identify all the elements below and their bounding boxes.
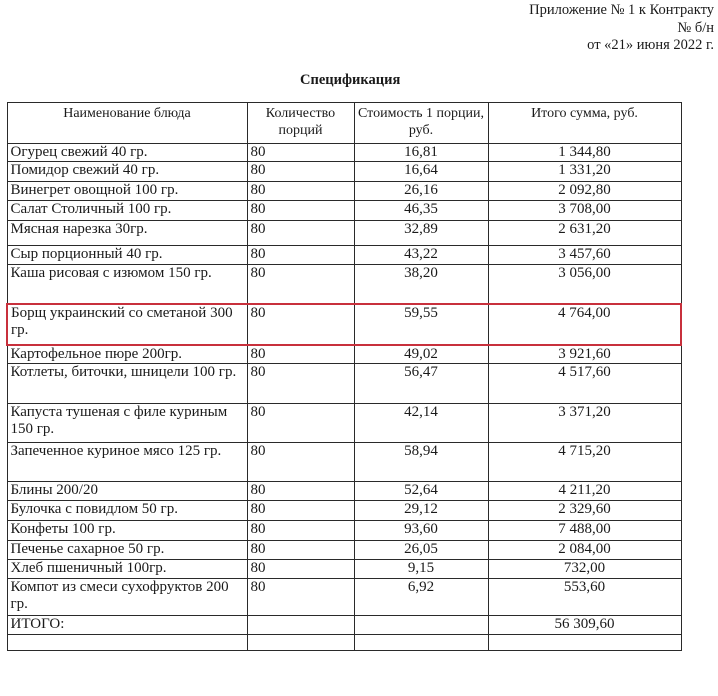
dish-name-cell: Борщ украинский со сметаной 300 гр. [7, 304, 247, 345]
dish-name-cell: Компот из смеси сухофруктов 200 гр. [7, 579, 247, 616]
column-header-unit-price: Стоимость 1 порции, руб. [354, 103, 488, 144]
unit-price-cell: 43,22 [354, 246, 488, 265]
column-header-total: Итого сумма, руб. [488, 103, 681, 144]
quantity-cell: 80 [247, 541, 354, 560]
unit-price-cell: 16,64 [354, 162, 488, 182]
table-row [7, 345, 681, 364]
quantity-cell: 80 [247, 482, 354, 501]
dish-name-cell: Блины 200/20 [7, 482, 247, 501]
column-header-quantity: Количество порций [247, 103, 354, 144]
table-row [7, 404, 681, 443]
quantity-cell: 80 [247, 201, 354, 221]
total-cell: 3 708,00 [488, 201, 681, 221]
unit-price-cell: 38,20 [354, 265, 488, 304]
total-cell: 4 764,00 [488, 304, 681, 345]
document-header [529, 2, 714, 55]
table-row [7, 246, 681, 265]
unit-price-cell: 42,14 [354, 404, 488, 443]
dish-name-cell: Конфеты 100 гр. [7, 521, 247, 541]
table-row [7, 162, 681, 182]
unit-price-cell: 93,60 [354, 521, 488, 541]
unit-price-cell: 26,05 [354, 541, 488, 560]
dish-name-cell: Мясная нарезка 30гр. [7, 221, 247, 246]
unit-price-cell: 58,94 [354, 443, 488, 482]
unit-price-cell: 32,89 [354, 221, 488, 246]
total-cell: 3 921,60 [488, 345, 681, 364]
total-empty-qty [247, 616, 354, 635]
dish-name-cell: Печенье сахарное 50 гр. [7, 541, 247, 560]
total-cell: 3 457,60 [488, 246, 681, 265]
quantity-cell: 80 [247, 182, 354, 201]
quantity-cell: 80 [247, 521, 354, 541]
empty-cell [354, 635, 488, 651]
empty-cell [488, 635, 681, 651]
table-row [7, 579, 681, 616]
empty-cell [247, 635, 354, 651]
total-cell: 2 631,20 [488, 221, 681, 246]
dish-name-cell: Хлеб пшеничный 100гр. [7, 560, 247, 579]
total-cell: 2 084,00 [488, 541, 681, 560]
total-label: ИТОГО: [7, 616, 247, 635]
total-cell: 4 517,60 [488, 364, 681, 404]
quantity-cell: 80 [247, 501, 354, 521]
appendix-line: Приложение № 1 к Контракту [529, 2, 714, 18]
quantity-cell: 80 [247, 246, 354, 265]
quantity-cell: 80 [247, 265, 354, 304]
table-row [7, 560, 681, 579]
quantity-cell: 80 [247, 162, 354, 182]
dish-name-cell: Капуста тушеная с филе куриным 150 гр. [7, 404, 247, 443]
table-row [7, 144, 681, 162]
table-row [7, 182, 681, 201]
dish-name-cell: Запеченное куриное мясо 125 гр. [7, 443, 247, 482]
unit-price-cell: 59,55 [354, 304, 488, 345]
total-cell: 3 371,20 [488, 404, 681, 443]
table-row [7, 482, 681, 501]
unit-price-cell: 16,81 [354, 144, 488, 162]
quantity-cell: 80 [247, 579, 354, 616]
dish-name-cell: Котлеты, биточки, шницели 100 гр. [7, 364, 247, 404]
unit-price-cell: 9,15 [354, 560, 488, 579]
contract-number: № б/н [677, 19, 714, 36]
specification-table [6, 102, 682, 651]
quantity-cell: 80 [247, 560, 354, 579]
quantity-cell: 80 [247, 443, 354, 482]
total-cell: 2 329,60 [488, 501, 681, 521]
table-row-highlighted [7, 304, 681, 345]
table-row [7, 265, 681, 304]
unit-price-cell: 46,35 [354, 201, 488, 221]
dish-name-cell: Помидор свежий 40 гр. [7, 162, 247, 182]
column-header-dish: Наименование блюда [7, 103, 247, 144]
total-cell: 732,00 [488, 560, 681, 579]
unit-price-cell: 26,16 [354, 182, 488, 201]
total-row [7, 616, 681, 635]
unit-price-cell: 6,92 [354, 579, 488, 616]
total-cell: 3 056,00 [488, 265, 681, 304]
total-cell: 553,60 [488, 579, 681, 616]
grand-total-value: 56 309,60 [488, 616, 681, 635]
dish-name-cell: Сыр порционный 40 гр. [7, 246, 247, 265]
quantity-cell: 80 [247, 404, 354, 443]
table-row [7, 521, 681, 541]
unit-price-cell: 56,47 [354, 364, 488, 404]
total-cell: 1 331,20 [488, 162, 681, 182]
table-row [7, 501, 681, 521]
table-row [7, 443, 681, 482]
total-cell: 7 488,00 [488, 521, 681, 541]
dish-name-cell: Салат Столичный 100 гр. [7, 201, 247, 221]
unit-price-cell: 52,64 [354, 482, 488, 501]
quantity-cell: 80 [247, 221, 354, 246]
empty-cell [7, 635, 247, 651]
dish-name-cell: Огурец свежий 40 гр. [7, 144, 247, 162]
quantity-cell: 80 [247, 345, 354, 364]
quantity-cell: 80 [247, 144, 354, 162]
dish-name-cell: Винегрет овощной 100 гр. [7, 182, 247, 201]
quantity-cell: 80 [247, 364, 354, 404]
table-row [7, 221, 681, 246]
total-cell: 4 211,20 [488, 482, 681, 501]
unit-price-cell: 49,02 [354, 345, 488, 364]
quantity-cell: 80 [247, 304, 354, 345]
page-title: Спецификация [300, 72, 401, 88]
table-header-row [7, 103, 681, 144]
dish-name-cell: Булочка с повидлом 50 гр. [7, 501, 247, 521]
unit-price-cell: 29,12 [354, 501, 488, 521]
contract-date: от «21» июня 2022 г. [587, 37, 714, 53]
dish-name-cell: Картофельное пюре 200гр. [7, 345, 247, 364]
empty-row [7, 635, 681, 651]
table-row [7, 364, 681, 404]
dish-name-cell: Каша рисовая с изюмом 150 гр. [7, 265, 247, 304]
total-cell: 1 344,80 [488, 144, 681, 162]
total-empty-price [354, 616, 488, 635]
table-row [7, 541, 681, 560]
total-cell: 4 715,20 [488, 443, 681, 482]
total-cell: 2 092,80 [488, 182, 681, 201]
table-row [7, 201, 681, 221]
